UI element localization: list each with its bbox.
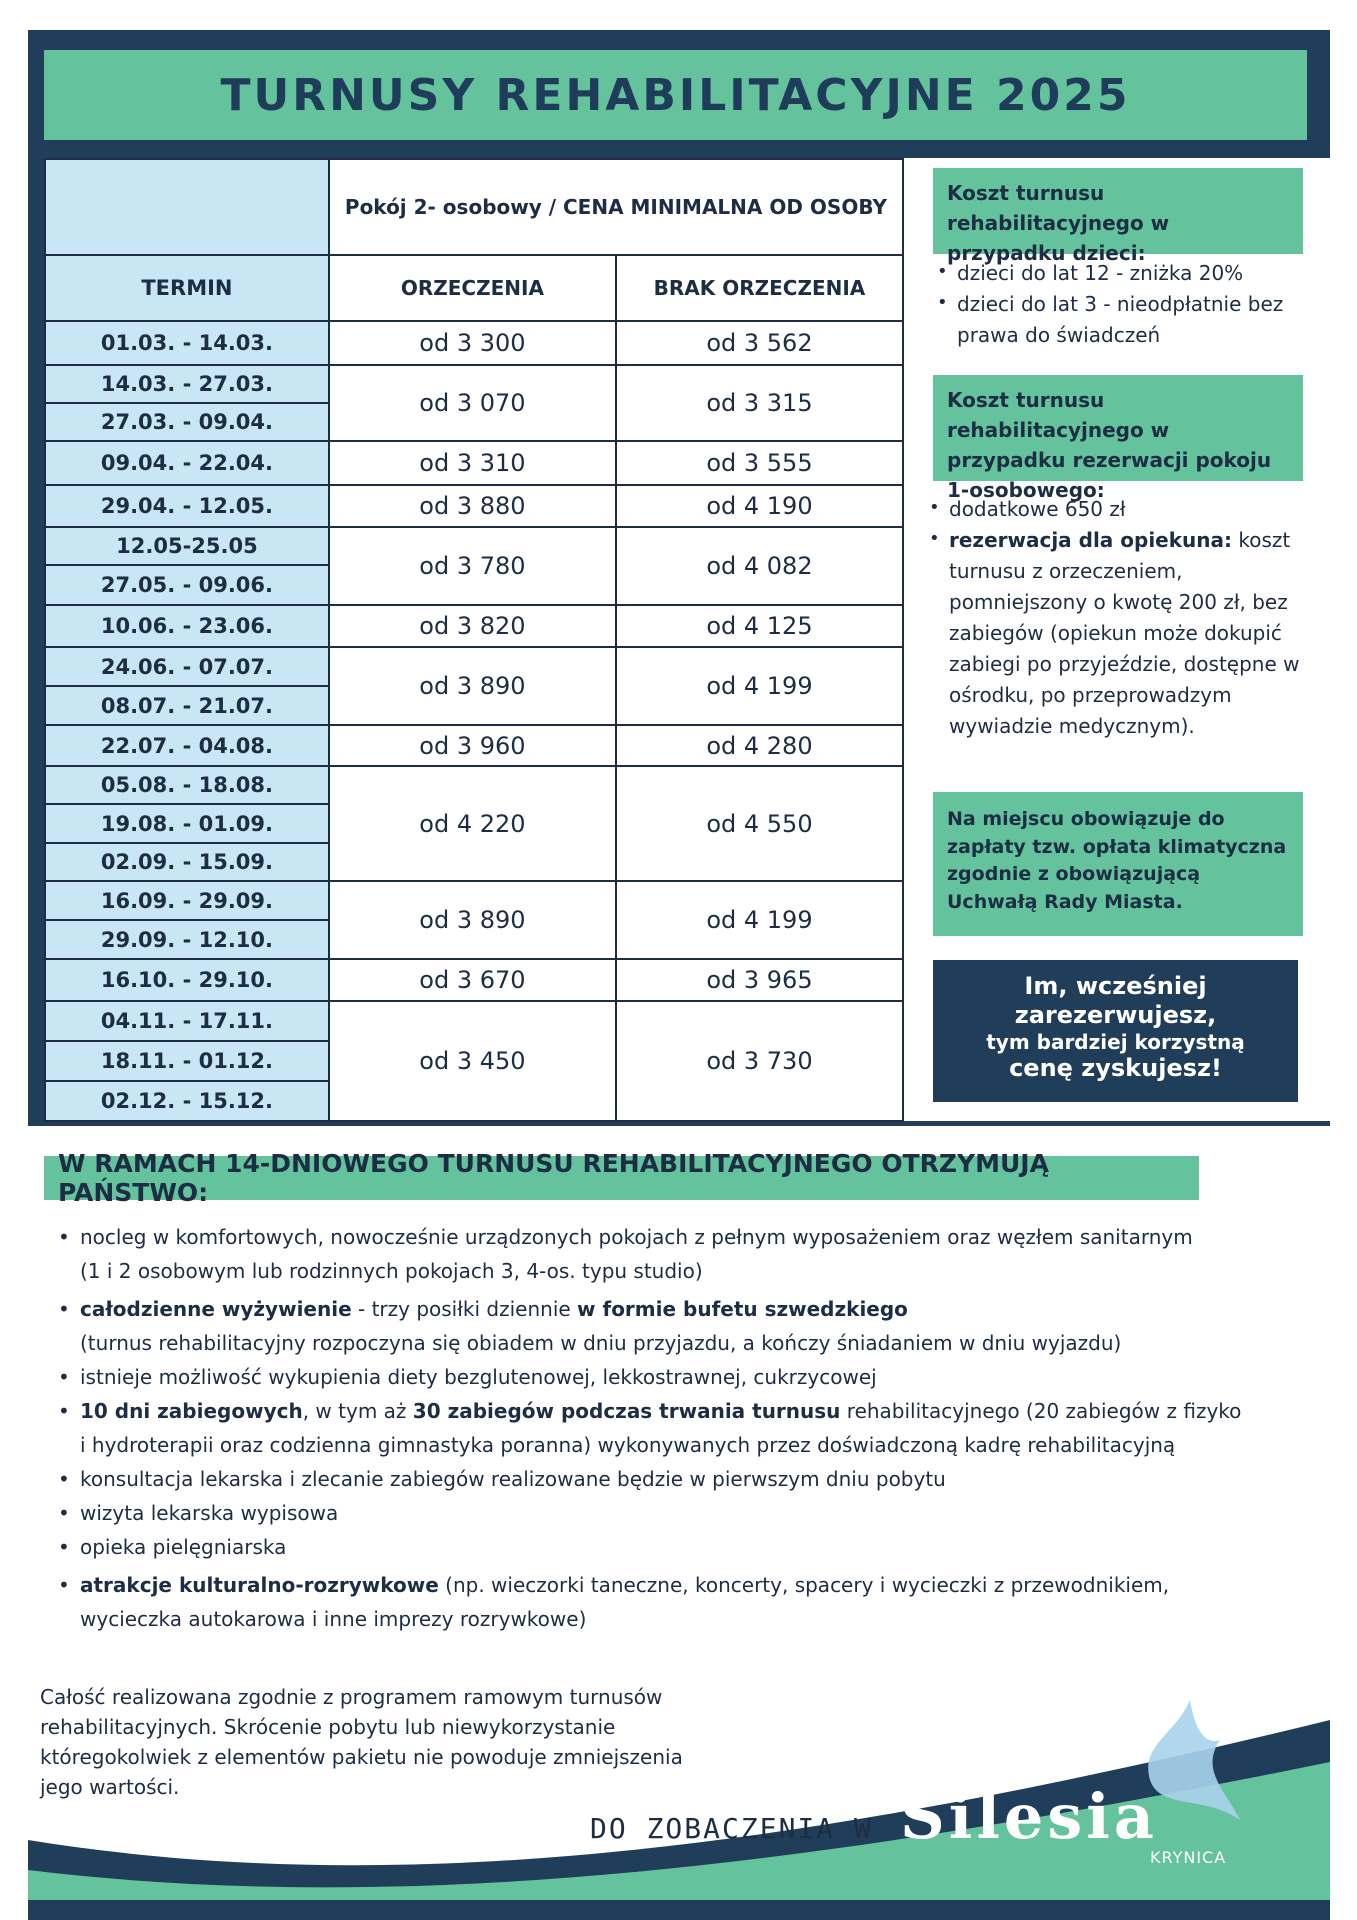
list-item: • wizyta lekarska wypisowa xyxy=(58,1496,1318,1530)
benefit-text: i hydroterapii oraz codzienna gimnastyka poranna) wykonywanych przez doświadczoną kadrę rehabilitacyjną xyxy=(80,1433,1176,1457)
term-cell: 22.07. - 04.08. xyxy=(45,725,329,766)
price-brak: od 4 125 xyxy=(616,605,903,647)
promo-line-2: zarezerwujesz, xyxy=(1014,1000,1217,1029)
benefit-text: rehabilitacyjnego (20 zabiegów z fizyko xyxy=(840,1399,1242,1423)
page-title: TURNUSY REHABILITACYJNE 2025 xyxy=(220,69,1131,121)
price-orzeczenia: od 3 070 xyxy=(329,365,616,441)
logo-location: KRYNICA xyxy=(1150,1848,1227,1867)
price-orzeczenia: od 3 890 xyxy=(329,647,616,725)
list-item xyxy=(58,1568,1318,1636)
term-cell: 14.03. - 27.03. xyxy=(45,365,329,403)
silesia-logo xyxy=(900,1780,1227,1867)
promo-line-3: tym bardziej korzystną xyxy=(986,1029,1245,1054)
room-header: Pokój 2- osobowy / CENA MINIMALNA OD OSOBY xyxy=(329,159,903,255)
term-cell: 29.04. - 12.05. xyxy=(45,485,329,527)
term-cell: 02.12. - 15.12. xyxy=(45,1081,329,1121)
list-item xyxy=(58,1292,1318,1360)
term-cell: 01.03. - 14.03. xyxy=(45,321,329,365)
promo-line-4: cenę zyskujesz! xyxy=(1009,1053,1222,1082)
term-cell: 27.05. - 09.06. xyxy=(45,565,329,605)
term-cell: 02.09. - 15.09. xyxy=(45,843,329,881)
benefits-list xyxy=(58,1220,1318,1636)
term-cell: 18.11. - 01.12. xyxy=(45,1041,329,1081)
term-cell: 29.09. - 12.10. xyxy=(45,920,329,959)
promo-line-1: Im, wcześniej xyxy=(1024,972,1207,1000)
benefit-text: (np. wieczorki taneczne, koncerty, spacery i wycieczki z przewodnikiem, xyxy=(438,1573,1170,1597)
price-orzeczenia: od 4 220 xyxy=(329,766,616,881)
list-item: • istnieje możliwość wykupienia diety bezglutenowej, lekkostrawnej, cukrzycowej xyxy=(58,1360,1318,1394)
benefit-text: (turnus rehabilitacyjny rozpoczyna się obiadem w dniu przyjazdu, a kończy śniadaniem w dniu wyjazdu) xyxy=(80,1331,1122,1355)
price-orzeczenia: od 3 820 xyxy=(329,605,616,647)
list-item: • opieka pielęgniarska xyxy=(58,1530,1318,1564)
col-brak-header: BRAK ORZECZENIA xyxy=(616,255,903,321)
single-room-cost-list xyxy=(925,494,1310,742)
term-cell: 09.04. - 22.04. xyxy=(45,441,329,485)
price-orzeczenia: od 3 450 xyxy=(329,1001,616,1121)
term-cell: 12.05-25.05 xyxy=(45,527,329,565)
climate-fee-note: Na miejscu obowiązuje do zapłaty tzw. opłata klimatyczna zgodnie z obowiązującą Uchwałą Rady Miasta. xyxy=(933,792,1303,936)
term-cell: 24.06. - 07.07. xyxy=(45,647,329,686)
children-cost-heading: Koszt turnusu rehabilitacyjnego w przypadku dzieci: xyxy=(933,168,1303,254)
price-brak: od 4 199 xyxy=(616,647,903,725)
price-orzeczenia: od 3 960 xyxy=(329,725,616,766)
term-cell: 05.08. - 18.08. xyxy=(45,766,329,804)
term-cell: 08.07. - 21.07. xyxy=(45,686,329,725)
term-corner-cell xyxy=(45,159,329,255)
term-cell: 10.06. - 23.06. xyxy=(45,605,329,647)
price-orzeczenia: od 3 880 xyxy=(329,485,616,527)
price-brak: od 4 190 xyxy=(616,485,903,527)
benefit-bold: całodzienne wyżywienie xyxy=(80,1297,352,1321)
term-cell: 16.10. - 29.10. xyxy=(45,959,329,1001)
benefit-text: (1 i 2 osobowym lub rodzinnych pokojach 3, 4-os. typu studio) xyxy=(80,1259,703,1283)
price-table xyxy=(44,158,904,1122)
price-orzeczenia: od 3 670 xyxy=(329,959,616,1001)
price-brak: od 3 730 xyxy=(616,1001,903,1121)
list-item xyxy=(58,1220,1318,1288)
list-item: • dzieci do lat 12 - zniżka 20% xyxy=(933,258,1313,289)
benefit-text: , w tym aż xyxy=(302,1399,413,1423)
benefit-bold: atrakcje kulturalno-rozrywkowe xyxy=(80,1573,439,1597)
logo-name: Silesia xyxy=(900,1780,1158,1853)
list-item: • dzieci do lat 3 - nieodpłatnie bez prawa do świadczeń xyxy=(933,289,1313,351)
closing-note: Całość realizowana zgodnie z programem ramowym turnusów rehabilitacyjnych. Skrócenie pobytu lub niewykorzystanie któregokolwiek z elementów pakietu nie powoduje zmniejszenia jego wartości. xyxy=(40,1685,683,1799)
list-item xyxy=(925,525,1310,742)
caregiver-label: rezerwacja dla opiekuna: xyxy=(949,528,1233,552)
price-orzeczenia: od 3 300 xyxy=(329,321,616,365)
list-item xyxy=(58,1394,1318,1462)
price-orzeczenia: od 3 780 xyxy=(329,527,616,605)
term-cell: 27.03. - 09.04. xyxy=(45,403,329,441)
list-item: • konsultacja lekarska i zlecanie zabiegów realizowane będzie w pierwszym dniu pobytu xyxy=(58,1462,1318,1496)
price-orzeczenia: od 3 890 xyxy=(329,881,616,959)
benefit-bold: 30 zabiegów podczas trwania turnusu xyxy=(412,1399,841,1423)
price-brak: od 3 965 xyxy=(616,959,903,1001)
benefit-bold: w formie bufetu szwedzkiego xyxy=(577,1297,908,1321)
benefit-text: nocleg w komfortowych, nowocześnie urządzonych pokojach z pełnym wyposażeniem oraz węzłem sanitarnym xyxy=(80,1225,1193,1249)
benefits-heading: W RAMACH 14-DNIOWEGO TURNUSU REHABILITACYJNEGO OTRZYMUJĄ PAŃSTWO: xyxy=(44,1156,1199,1200)
price-brak: od 3 562 xyxy=(616,321,903,365)
price-brak: od 4 082 xyxy=(616,527,903,605)
benefit-bold: 10 dni zabiegowych xyxy=(80,1399,303,1423)
benefit-text: wycieczka autokarowa i inne imprezy rozrywkowe) xyxy=(80,1607,587,1631)
price-brak: od 4 280 xyxy=(616,725,903,766)
caregiver-text: koszt turnusu z orzeczeniem, pomniejszony o kwotę 200 zł, bez zabiegów (opiekun może dokupić zabiegi po przyjeździe, dostępne w ośrodku, po przeprowadzym wywiadzie medycznym). xyxy=(949,528,1300,738)
price-brak: od 3 315 xyxy=(616,365,903,441)
term-cell: 19.08. - 01.09. xyxy=(45,804,329,843)
term-cell: 16.09. - 29.09. xyxy=(45,881,329,920)
list-item: • dodatkowe 650 zł xyxy=(925,494,1310,525)
term-cell: 04.11. - 17.11. xyxy=(45,1001,329,1041)
term-header: TERMIN xyxy=(45,255,329,321)
farewell-text: DO ZOBACZENIA W xyxy=(590,1812,873,1845)
children-cost-list xyxy=(933,258,1313,351)
title-banner xyxy=(44,50,1307,140)
early-booking-promo xyxy=(933,960,1298,1102)
price-brak: od 4 199 xyxy=(616,881,903,959)
price-brak: od 3 555 xyxy=(616,441,903,485)
col-orzeczenia-header: ORZECZENIA xyxy=(329,255,616,321)
single-room-cost-heading: Koszt turnusu rehabilitacyjnego w przypadku rezerwacji pokoju 1-osobowego: xyxy=(933,375,1303,481)
price-orzeczenia: od 3 310 xyxy=(329,441,616,485)
price-brak: od 4 550 xyxy=(616,766,903,881)
benefit-text: - trzy posiłki dziennie xyxy=(351,1297,578,1321)
